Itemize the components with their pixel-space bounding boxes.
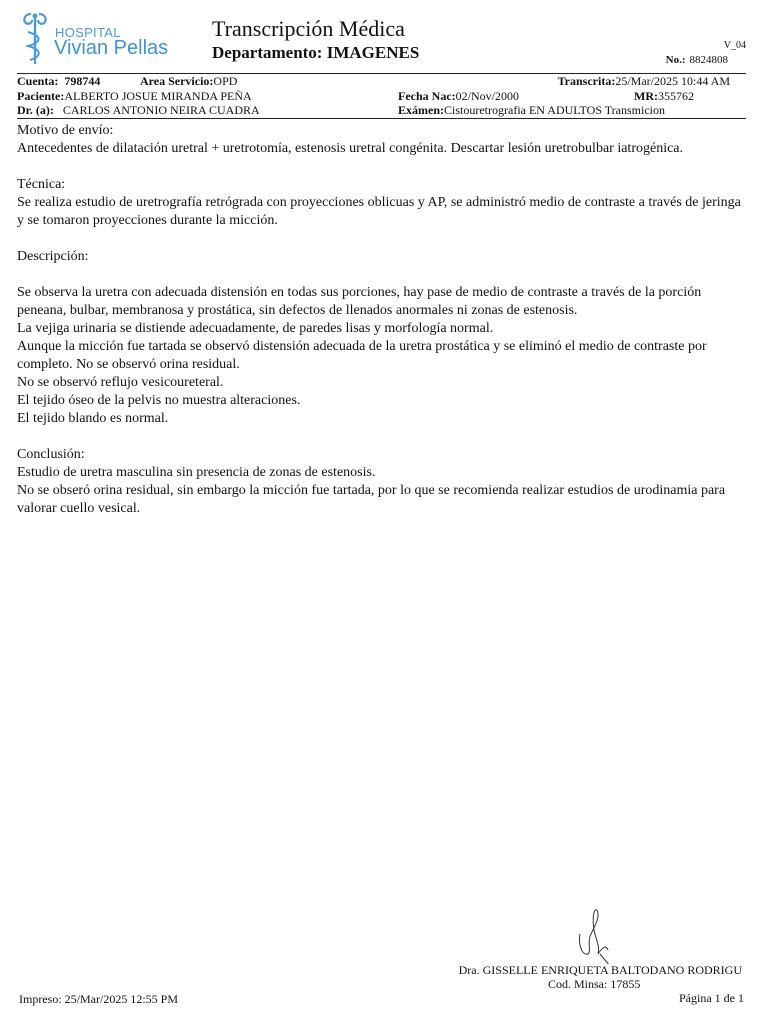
motivo-text: Antecedentes de dilatación uretral + uretrotomía, estenosis uretral congénita. Descartar lesión uretrobulbar iatrogénica. [17,141,684,156]
mr-label: MR: [634,89,658,103]
printed-date: Impreso: 25/Mar/2025 12:55 PM [19,992,178,1006]
header-bottom-rule [17,118,746,119]
form-version: V_04 [723,40,746,51]
mr-value: 355762 [658,89,694,103]
transcrita-value: 25/Mar/2025 10:44 AM [615,74,730,88]
descripcion-line: El tejido óseo de la pelvis no muestra alteraciones. [17,393,301,408]
logo-hospital-text: HOSPITAL [55,25,121,40]
paciente-value: ALBERTO JOSUE MIRANDA PEÑA [64,89,252,103]
fecha-nac-field [398,90,519,103]
doctor-label: Dr. (a): [17,103,54,117]
examen-value: Cistouretrografia EN ADULTOS Transmicion [444,103,665,117]
descripcion-line: Aunque la micción fue tartada se observó distensión adecuada de la uretra prostática y se eliminó el medio de contraste por completo. No se observó orina residual. [17,339,707,372]
tecnica-text: Se realiza estudio de uretrografía retrógrada con proyecciones oblicuas y AP, se administró medio de contraste a través de jeringa y se tomaron proyecciones durante la micción. [17,195,741,228]
doctor-field [17,104,260,117]
document-title: Transcripción Médica [212,16,405,41]
paciente-label: Paciente: [17,89,65,103]
report-body [17,122,747,536]
descripcion-line: Se observa la uretra con adecuada distensión en todas sus porciones, hay pase de medio de contraste a través de la porción peneana, bulbar, membranosa y prostática, sin defectos de llenados anormales ni zonas de estenosis. [17,285,702,318]
hospital-logo [18,10,168,68]
descripcion-line: La vejiga urinaria se distiende adecuadamente, de paredes lisas y morfología normal. [17,321,494,336]
paciente-field [17,90,252,103]
cuenta-label: Cuenta: [17,74,59,88]
conclusion-line: No se obseró orina residual, sin embargo la micción fue tartada, por lo que se recomienda realizar estudios de urodinamia para valorar cuello vesical. [17,483,726,516]
mr-field [634,90,694,103]
department-title: Departamento: IMAGENES [212,43,420,62]
doc-number-value: 8824808 [689,54,728,66]
document-number [666,54,728,66]
tecnica-section [17,176,747,230]
doctor-value: CARLOS ANTONIO NEIRA CUADRA [62,103,260,117]
area-field [140,75,237,88]
motivo-heading: Motivo de envío: [17,123,114,138]
descripcion-line: El tejido blando es normal. [17,411,169,426]
conclusion-heading: Conclusión: [17,447,85,462]
tecnica-heading: Técnica: [17,177,66,192]
transcrita-label: Transcrita: [557,74,616,88]
cod-minsa: Cod. Minsa: 17855 [548,977,641,991]
cuenta-value: 798744 [64,74,101,88]
conclusion-section [17,446,747,518]
descripcion-heading: Descripción: [17,249,89,264]
motivo-section [17,122,747,158]
descripcion-line: No se observó reflujo vesicoureteral. [17,375,224,390]
transcrita-field [558,75,730,88]
caduceus-icon [18,10,52,68]
cuenta-field [17,75,100,88]
examen-field [398,104,665,117]
fecha-nac-value: 02/Nov/2000 [455,89,519,103]
area-label: Area Servicio: [140,74,214,88]
signing-doctor-name: Dra. GISSELLE ENRIQUETA BALTODANO RODRIGU [458,963,742,977]
area-value: OPD [213,74,238,88]
descripcion-section [17,248,747,428]
doc-number-label: No.: [665,54,686,66]
logo-name-text: Vivian Pellas [54,37,169,59]
conclusion-line: Estudio de uretra masculina sin presencia de zonas de estenosis. [17,465,376,480]
handwritten-signature [570,904,620,964]
examen-label: Exámen: [398,103,444,117]
fecha-nac-label: Fecha Nac: [398,89,456,103]
page-number: Página 1 de 1 [679,991,744,1005]
